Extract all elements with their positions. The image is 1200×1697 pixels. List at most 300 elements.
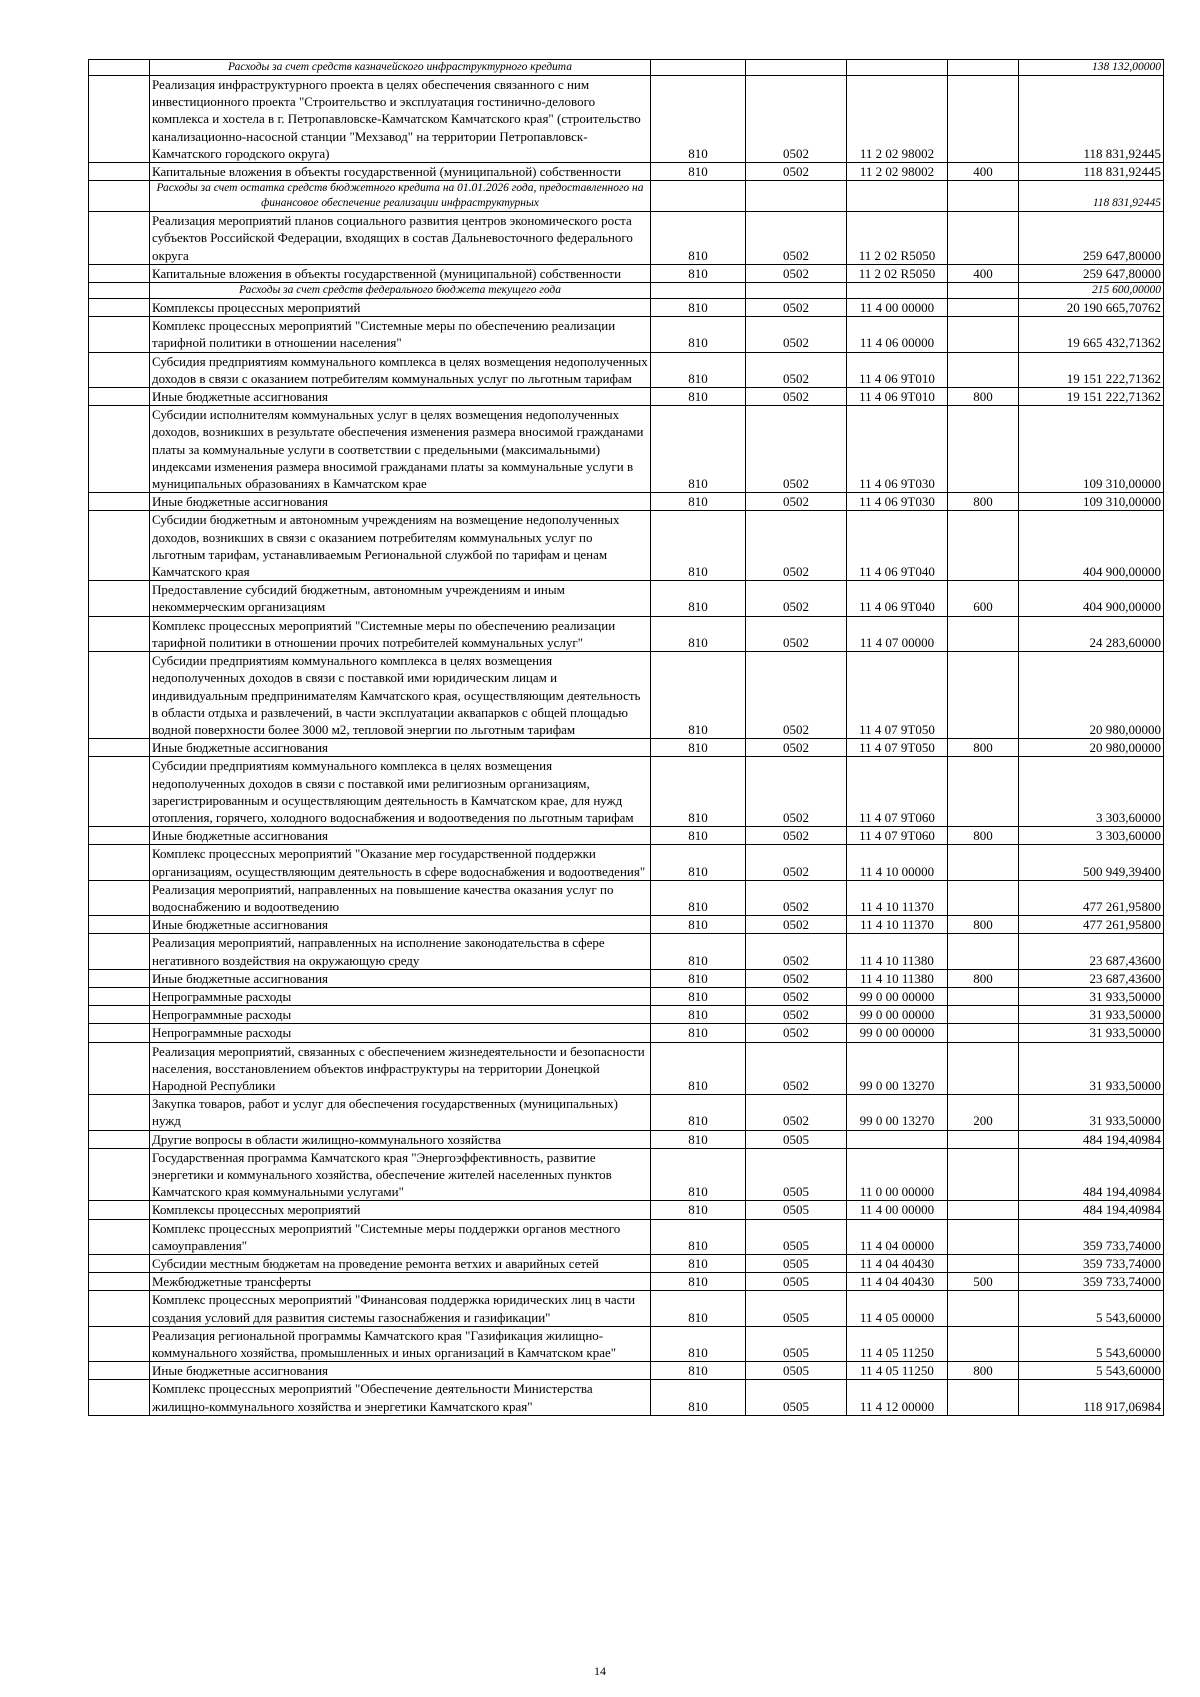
amount-cell: 23 687,43600 — [1019, 969, 1164, 987]
row-spacer-cell — [89, 60, 150, 76]
row-spacer-cell — [89, 1291, 150, 1326]
amount-cell: 3 303,60000 — [1019, 827, 1164, 845]
section-code-cell: 0502 — [746, 352, 847, 387]
section-code-cell: 0502 — [746, 212, 847, 265]
amount-cell: 3 303,60000 — [1019, 757, 1164, 827]
section-code-cell: 0502 — [746, 1095, 847, 1130]
grbs-code-cell: 810 — [651, 76, 746, 163]
expense-name-cell: Субсидии местным бюджетам на проведение ремонта ветхих и аварийных сетей — [150, 1255, 651, 1273]
row-spacer-cell — [89, 1380, 150, 1415]
row-spacer-cell — [89, 969, 150, 987]
target-article-cell: 11 4 06 9Т040 — [847, 581, 948, 616]
expense-name-cell: Закупка товаров, работ и услуг для обеспечения государственных (муниципальных) нужд — [150, 1095, 651, 1130]
row-spacer-cell — [89, 581, 150, 616]
amount-cell: 484 194,40984 — [1019, 1130, 1164, 1148]
expense-type-cell — [948, 317, 1019, 352]
target-article-cell: 11 4 06 00000 — [847, 317, 948, 352]
row-spacer-cell — [89, 1362, 150, 1380]
amount-cell: 477 261,95800 — [1019, 916, 1164, 934]
expense-name-cell: Расходы за счет средств казначейского инфраструктурного кредита — [150, 60, 651, 76]
expense-type-cell: 800 — [948, 739, 1019, 757]
target-article-cell: 11 4 07 9Т050 — [847, 652, 948, 739]
row-spacer-cell — [89, 934, 150, 969]
expense-type-cell — [948, 1201, 1019, 1219]
table-row — [89, 1148, 1164, 1201]
expense-type-cell — [948, 212, 1019, 265]
section-code-cell: 0505 — [746, 1291, 847, 1326]
grbs-code-cell: 810 — [651, 880, 746, 915]
row-spacer-cell — [89, 987, 150, 1005]
section-code-cell: 0502 — [746, 739, 847, 757]
amount-cell: 359 733,74000 — [1019, 1273, 1164, 1291]
grbs-code-cell: 810 — [651, 163, 746, 181]
grbs-code-cell: 810 — [651, 388, 746, 406]
row-spacer-cell — [89, 264, 150, 282]
row-spacer-cell — [89, 76, 150, 163]
grbs-code-cell: 810 — [651, 1291, 746, 1326]
grbs-code-cell: 810 — [651, 1362, 746, 1380]
table-row — [89, 299, 1164, 317]
target-article-cell: 11 4 05 11250 — [847, 1362, 948, 1380]
amount-cell: 31 933,50000 — [1019, 1095, 1164, 1130]
grbs-code-cell: 810 — [651, 1095, 746, 1130]
amount-cell: 484 194,40984 — [1019, 1201, 1164, 1219]
expense-type-cell — [948, 934, 1019, 969]
target-article-cell: 11 4 06 9Т040 — [847, 511, 948, 581]
section-code-cell: 0502 — [746, 845, 847, 880]
amount-cell: 31 933,50000 — [1019, 987, 1164, 1005]
grbs-code-cell: 810 — [651, 299, 746, 317]
grbs-code-cell: 810 — [651, 581, 746, 616]
expense-type-cell: 400 — [948, 163, 1019, 181]
grbs-code-cell: 810 — [651, 969, 746, 987]
target-article-cell — [847, 60, 948, 76]
section-code-cell: 0505 — [746, 1255, 847, 1273]
target-article-cell: 11 2 02 R5050 — [847, 264, 948, 282]
grbs-code-cell: 810 — [651, 493, 746, 511]
target-article-cell: 11 4 07 9Т060 — [847, 757, 948, 827]
row-spacer-cell — [89, 757, 150, 827]
expense-name-cell: Комплекс процессных мероприятий "Обеспечение деятельности Министерства жилищно-коммунального хозяйства и энергетики Камчатского края" — [150, 1380, 651, 1415]
target-article-cell: 11 4 07 9Т060 — [847, 827, 948, 845]
section-code-cell — [746, 60, 847, 76]
row-spacer-cell — [89, 1148, 150, 1201]
expense-type-cell: 800 — [948, 827, 1019, 845]
row-spacer-cell — [89, 1219, 150, 1254]
row-spacer-cell — [89, 283, 150, 299]
target-article-cell: 11 4 12 00000 — [847, 1380, 948, 1415]
grbs-code-cell: 810 — [651, 1024, 746, 1042]
grbs-code-cell: 810 — [651, 739, 746, 757]
section-code-cell: 0505 — [746, 1201, 847, 1219]
expense-name-cell: Межбюджетные трансферты — [150, 1273, 651, 1291]
amount-cell: 118 831,92445 — [1019, 76, 1164, 163]
expense-name-cell: Реализация мероприятий, связанных с обеспечением жизнедеятельности и безопасности населения, восстановлением объектов инфраструктуры на территории Донецкой Народной Республики — [150, 1042, 651, 1095]
grbs-code-cell: 810 — [651, 1380, 746, 1415]
target-article-cell: 11 4 04 00000 — [847, 1219, 948, 1254]
expense-name-cell: Непрограммные расходы — [150, 987, 651, 1005]
amount-cell: 359 733,74000 — [1019, 1219, 1164, 1254]
grbs-code-cell — [651, 283, 746, 299]
amount-cell: 477 261,95800 — [1019, 880, 1164, 915]
expense-name-cell: Иные бюджетные ассигнования — [150, 916, 651, 934]
target-article-cell: 99 0 00 13270 — [847, 1095, 948, 1130]
amount-cell: 20 980,00000 — [1019, 652, 1164, 739]
budget-table-body — [89, 60, 1164, 1416]
target-article-cell: 11 4 06 9Т030 — [847, 493, 948, 511]
expense-name-cell: Другие вопросы в области жилищно-коммунального хозяйства — [150, 1130, 651, 1148]
row-spacer-cell — [89, 352, 150, 387]
budget-table — [88, 59, 1164, 1416]
expense-name-cell: Субсидии предприятиям коммунального комплекса в целях возмещения недополученных доходов в связи с поставкой ими юридическим лицам и индивидуальным предпринимателям Камчатского края, осуществляющим деятельность в области отдыха и развлечений, в части эксплуатации аквапарков с общей площадью водной поверхности более 3000 м2, тепловой энергии по льготным тарифам — [150, 652, 651, 739]
target-article-cell: 11 2 02 R5050 — [847, 212, 948, 265]
table-row — [89, 317, 1164, 352]
section-code-cell — [746, 181, 847, 212]
target-article-cell: 11 4 07 00000 — [847, 616, 948, 651]
expense-type-cell — [948, 652, 1019, 739]
expense-type-cell — [948, 1006, 1019, 1024]
expense-type-cell: 800 — [948, 1362, 1019, 1380]
section-code-cell: 0502 — [746, 987, 847, 1005]
section-code-cell: 0505 — [746, 1362, 847, 1380]
table-note-row — [89, 181, 1164, 212]
expense-type-cell — [948, 845, 1019, 880]
section-code-cell: 0505 — [746, 1326, 847, 1361]
section-code-cell: 0505 — [746, 1380, 847, 1415]
section-code-cell: 0502 — [746, 163, 847, 181]
table-row — [89, 388, 1164, 406]
amount-cell: 404 900,00000 — [1019, 511, 1164, 581]
row-spacer-cell — [89, 616, 150, 651]
grbs-code-cell: 810 — [651, 827, 746, 845]
row-spacer-cell — [89, 1201, 150, 1219]
table-row — [89, 880, 1164, 915]
table-row — [89, 493, 1164, 511]
expense-name-cell: Субсидии предприятиям коммунального комплекса в целях возмещения недополученных доходов в связи с поставкой ими религиозным организациям, зарегистрированным и осуществляющим деятельность в Камчатском крае, для нужд отопления, горячего, холодного водоснабжения и водоотведения по льготным тарифам — [150, 757, 651, 827]
expense-type-cell — [948, 616, 1019, 651]
grbs-code-cell: 810 — [651, 652, 746, 739]
grbs-code-cell: 810 — [651, 264, 746, 282]
amount-cell: 20 190 665,70762 — [1019, 299, 1164, 317]
target-article-cell: 11 2 02 98002 — [847, 76, 948, 163]
table-row — [89, 1006, 1164, 1024]
expense-name-cell: Комплексы процессных мероприятий — [150, 1201, 651, 1219]
row-spacer-cell — [89, 493, 150, 511]
expense-name-cell: Комплекс процессных мероприятий "Системные меры по обеспечению реализации тарифной политики в отношении населения" — [150, 317, 651, 352]
expense-name-cell: Комплекс процессных мероприятий "Финансовая поддержка юридических лиц в части создания условий для развития системы газоснабжения и газификации" — [150, 1291, 651, 1326]
expense-name-cell: Иные бюджетные ассигнования — [150, 739, 651, 757]
target-article-cell — [847, 1130, 948, 1148]
target-article-cell: 11 4 06 9Т010 — [847, 388, 948, 406]
row-spacer-cell — [89, 1042, 150, 1095]
section-code-cell: 0502 — [746, 581, 847, 616]
row-spacer-cell — [89, 317, 150, 352]
table-row — [89, 76, 1164, 163]
target-article-cell: 11 2 02 98002 — [847, 163, 948, 181]
grbs-code-cell: 810 — [651, 212, 746, 265]
expense-name-cell: Комплекс процессных мероприятий "Оказание мер государственной поддержки организациям, осуществляющим деятельность в сфере водоснабжения и водоотведения" — [150, 845, 651, 880]
target-article-cell: 11 4 10 11370 — [847, 916, 948, 934]
grbs-code-cell — [651, 181, 746, 212]
table-note-row — [89, 283, 1164, 299]
expense-name-cell: Капитальные вложения в объекты государственной (муниципальной) собственности — [150, 264, 651, 282]
expense-type-cell — [948, 60, 1019, 76]
target-article-cell: 11 4 04 40430 — [847, 1273, 948, 1291]
grbs-code-cell: 810 — [651, 1148, 746, 1201]
amount-cell: 109 310,00000 — [1019, 406, 1164, 493]
target-article-cell: 11 4 10 00000 — [847, 845, 948, 880]
row-spacer-cell — [89, 652, 150, 739]
expense-name-cell: Иные бюджетные ассигнования — [150, 969, 651, 987]
target-article-cell: 11 4 04 40430 — [847, 1255, 948, 1273]
grbs-code-cell: 810 — [651, 934, 746, 969]
table-row — [89, 934, 1164, 969]
target-article-cell: 11 4 05 00000 — [847, 1291, 948, 1326]
expense-name-cell: Иные бюджетные ассигнования — [150, 493, 651, 511]
row-spacer-cell — [89, 388, 150, 406]
grbs-code-cell: 810 — [651, 1273, 746, 1291]
grbs-code-cell: 810 — [651, 1201, 746, 1219]
expense-type-cell — [948, 283, 1019, 299]
section-code-cell: 0502 — [746, 1024, 847, 1042]
target-article-cell: 11 4 07 9Т050 — [847, 739, 948, 757]
table-row — [89, 616, 1164, 651]
table-row — [89, 406, 1164, 493]
expense-name-cell: Иные бюджетные ассигнования — [150, 388, 651, 406]
target-article-cell: 99 0 00 00000 — [847, 987, 948, 1005]
section-code-cell: 0505 — [746, 1130, 847, 1148]
section-code-cell: 0502 — [746, 652, 847, 739]
amount-cell: 31 933,50000 — [1019, 1006, 1164, 1024]
target-article-cell: 11 4 00 00000 — [847, 299, 948, 317]
section-code-cell: 0502 — [746, 317, 847, 352]
expense-name-cell: Реализация региональной программы Камчатского края "Газификация жилищно-коммунального хозяйства, промышленных и иных организаций в Камчатском крае" — [150, 1326, 651, 1361]
grbs-code-cell: 810 — [651, 1255, 746, 1273]
section-code-cell: 0502 — [746, 76, 847, 163]
expense-type-cell — [948, 1042, 1019, 1095]
section-code-cell: 0502 — [746, 299, 847, 317]
table-row — [89, 1255, 1164, 1273]
table-row — [89, 212, 1164, 265]
table-row — [89, 652, 1164, 739]
expense-type-cell — [948, 181, 1019, 212]
table-row — [89, 1273, 1164, 1291]
section-code-cell — [746, 283, 847, 299]
section-code-cell: 0502 — [746, 1006, 847, 1024]
target-article-cell: 11 4 10 11380 — [847, 969, 948, 987]
amount-cell: 31 933,50000 — [1019, 1042, 1164, 1095]
row-spacer-cell — [89, 1326, 150, 1361]
target-article-cell: 99 0 00 13270 — [847, 1042, 948, 1095]
target-article-cell — [847, 283, 948, 299]
target-article-cell: 11 4 00 00000 — [847, 1201, 948, 1219]
section-code-cell: 0505 — [746, 1273, 847, 1291]
table-row — [89, 1326, 1164, 1361]
grbs-code-cell: 810 — [651, 1042, 746, 1095]
row-spacer-cell — [89, 1255, 150, 1273]
row-spacer-cell — [89, 1273, 150, 1291]
expense-type-cell — [948, 1326, 1019, 1361]
expense-name-cell: Непрограммные расходы — [150, 1024, 651, 1042]
amount-cell: 19 151 222,71362 — [1019, 388, 1164, 406]
target-article-cell: 11 4 05 11250 — [847, 1326, 948, 1361]
table-row — [89, 1362, 1164, 1380]
amount-cell: 19 151 222,71362 — [1019, 352, 1164, 387]
table-row — [89, 1042, 1164, 1095]
expense-type-cell — [948, 1291, 1019, 1326]
amount-cell: 5 543,60000 — [1019, 1291, 1164, 1326]
expense-type-cell: 400 — [948, 264, 1019, 282]
grbs-code-cell: 810 — [651, 916, 746, 934]
expense-type-cell — [948, 406, 1019, 493]
amount-cell: 215 600,00000 — [1019, 283, 1164, 299]
expense-name-cell: Непрограммные расходы — [150, 1006, 651, 1024]
expense-name-cell: Реализация мероприятий, направленных на исполнение законодательства в сфере негативного воздействия на окружающую среду — [150, 934, 651, 969]
target-article-cell: 11 4 10 11370 — [847, 880, 948, 915]
expense-type-cell — [948, 1219, 1019, 1254]
expense-name-cell: Иные бюджетные ассигнования — [150, 827, 651, 845]
grbs-code-cell: 810 — [651, 757, 746, 827]
section-code-cell: 0505 — [746, 1219, 847, 1254]
table-row — [89, 827, 1164, 845]
grbs-code-cell: 810 — [651, 406, 746, 493]
table-row — [89, 1219, 1164, 1254]
expense-type-cell: 200 — [948, 1095, 1019, 1130]
expense-name-cell: Иные бюджетные ассигнования — [150, 1362, 651, 1380]
table-row — [89, 1201, 1164, 1219]
section-code-cell: 0502 — [746, 264, 847, 282]
expense-name-cell: Комплекс процессных мероприятий "Системные меры поддержки органов местного самоуправления" — [150, 1219, 651, 1254]
grbs-code-cell: 810 — [651, 845, 746, 880]
amount-cell: 484 194,40984 — [1019, 1148, 1164, 1201]
amount-cell: 5 543,60000 — [1019, 1362, 1164, 1380]
amount-cell: 20 980,00000 — [1019, 739, 1164, 757]
table-row — [89, 1291, 1164, 1326]
row-spacer-cell — [89, 212, 150, 265]
expense-name-cell: Комплекс процессных мероприятий "Системные меры по обеспечению реализации тарифной политики в отношении прочих потребителей коммунальных услуг" — [150, 616, 651, 651]
expense-type-cell — [948, 757, 1019, 827]
table-row — [89, 739, 1164, 757]
amount-cell: 259 647,80000 — [1019, 212, 1164, 265]
grbs-code-cell: 810 — [651, 352, 746, 387]
section-code-cell: 0502 — [746, 916, 847, 934]
expense-type-cell — [948, 1255, 1019, 1273]
table-row — [89, 757, 1164, 827]
expense-type-cell — [948, 1148, 1019, 1201]
target-article-cell: 11 4 10 11380 — [847, 934, 948, 969]
row-spacer-cell — [89, 299, 150, 317]
target-article-cell: 11 4 06 9Т010 — [847, 352, 948, 387]
table-row — [89, 845, 1164, 880]
grbs-code-cell: 810 — [651, 987, 746, 1005]
section-code-cell: 0502 — [746, 969, 847, 987]
page-number: 14 — [594, 1664, 606, 1678]
row-spacer-cell — [89, 1130, 150, 1148]
row-spacer-cell — [89, 880, 150, 915]
amount-cell: 31 933,50000 — [1019, 1024, 1164, 1042]
expense-type-cell — [948, 299, 1019, 317]
expense-name-cell: Реализация мероприятий планов социального развития центров экономического роста субъектов Российской Федерации, входящих в состав Дальневосточного федерального округа — [150, 212, 651, 265]
expense-name-cell: Расходы за счет средств федерального бюджета текущего года — [150, 283, 651, 299]
expense-name-cell: Субсидии бюджетным и автономным учреждениям на возмещение недополученных доходов, возникших в связи с оказанием потребителям коммунальных услуг по льготным тарифам, устанавливаемым Региональной службой по тарифам и ценам Камчатского края — [150, 511, 651, 581]
section-code-cell: 0502 — [746, 388, 847, 406]
expense-name-cell: Субсидии исполнителям коммунальных услуг в целях возмещения недополученных доходов, возникших в результате обеспечения изменения размера вносимой гражданами платы за коммунальные услуги в соответствии с предельными (максимальными) индексами изменения размера вносимой гражданами платы за коммунальные услуги в муниципальных образованиях в Камчатском крае — [150, 406, 651, 493]
row-spacer-cell — [89, 511, 150, 581]
expense-type-cell: 600 — [948, 581, 1019, 616]
amount-cell: 404 900,00000 — [1019, 581, 1164, 616]
expense-name-cell: Субсидия предприятиям коммунального комплекса в целях возмещения недополученных доходов в связи с оказанием потребителям коммунальных услуг по льготным тарифам — [150, 352, 651, 387]
row-spacer-cell — [89, 406, 150, 493]
expense-type-cell: 500 — [948, 1273, 1019, 1291]
expense-type-cell: 800 — [948, 916, 1019, 934]
row-spacer-cell — [89, 845, 150, 880]
amount-cell: 359 733,74000 — [1019, 1255, 1164, 1273]
row-spacer-cell — [89, 916, 150, 934]
target-article-cell — [847, 181, 948, 212]
amount-cell: 19 665 432,71362 — [1019, 317, 1164, 352]
expense-name-cell: Комплексы процессных мероприятий — [150, 299, 651, 317]
section-code-cell: 0502 — [746, 934, 847, 969]
section-code-cell: 0502 — [746, 493, 847, 511]
amount-cell: 23 687,43600 — [1019, 934, 1164, 969]
expense-type-cell — [948, 1380, 1019, 1415]
table-row — [89, 1095, 1164, 1130]
expense-name-cell: Капитальные вложения в объекты государственной (муниципальной) собственности — [150, 163, 651, 181]
expense-type-cell — [948, 880, 1019, 915]
amount-cell: 118 831,92445 — [1019, 181, 1164, 212]
target-article-cell: 99 0 00 00000 — [847, 1006, 948, 1024]
expense-name-cell: Реализация инфраструктурного проекта в целях обеспечения связанного с ним инвестиционного проекта "Строительство и эксплуатация гостинично-делового комплекса и хостела в г. Петропавловске-Камчатском Камчатского края" (строительство канализационно-насосной станции "Мехзавод" на территории Петропавловск-Камчатского городского округа) — [150, 76, 651, 163]
section-code-cell: 0505 — [746, 1148, 847, 1201]
amount-cell: 5 543,60000 — [1019, 1326, 1164, 1361]
row-spacer-cell — [89, 1006, 150, 1024]
expense-type-cell — [948, 987, 1019, 1005]
table-row — [89, 352, 1164, 387]
grbs-code-cell: 810 — [651, 1326, 746, 1361]
table-row — [89, 1130, 1164, 1148]
expense-type-cell: 800 — [948, 493, 1019, 511]
expense-type-cell — [948, 76, 1019, 163]
amount-cell: 259 647,80000 — [1019, 264, 1164, 282]
row-spacer-cell — [89, 163, 150, 181]
section-code-cell: 0502 — [746, 827, 847, 845]
section-code-cell: 0502 — [746, 406, 847, 493]
target-article-cell: 99 0 00 00000 — [847, 1024, 948, 1042]
table-row — [89, 1024, 1164, 1042]
row-spacer-cell — [89, 1024, 150, 1042]
amount-cell: 109 310,00000 — [1019, 493, 1164, 511]
amount-cell: 500 949,39400 — [1019, 845, 1164, 880]
grbs-code-cell: 810 — [651, 1130, 746, 1148]
section-code-cell: 0502 — [746, 1042, 847, 1095]
table-row — [89, 511, 1164, 581]
grbs-code-cell: 810 — [651, 616, 746, 651]
table-row — [89, 916, 1164, 934]
expense-name-cell: Государственная программа Камчатского края "Энергоэффективность, развитие энергетики и коммунального хозяйства, обеспечение жителей населенных пунктов Камчатского края коммунальными услугами" — [150, 1148, 651, 1201]
grbs-code-cell: 810 — [651, 1219, 746, 1254]
section-code-cell: 0502 — [746, 757, 847, 827]
grbs-code-cell — [651, 60, 746, 76]
table-row — [89, 264, 1164, 282]
expense-type-cell — [948, 511, 1019, 581]
grbs-code-cell: 810 — [651, 1006, 746, 1024]
expense-name-cell: Реализация мероприятий, направленных на повышение качества оказания услуг по водоснабжению и водоотведению — [150, 880, 651, 915]
table-row — [89, 987, 1164, 1005]
table-row — [89, 969, 1164, 987]
expense-type-cell — [948, 352, 1019, 387]
expense-type-cell: 800 — [948, 388, 1019, 406]
row-spacer-cell — [89, 181, 150, 212]
